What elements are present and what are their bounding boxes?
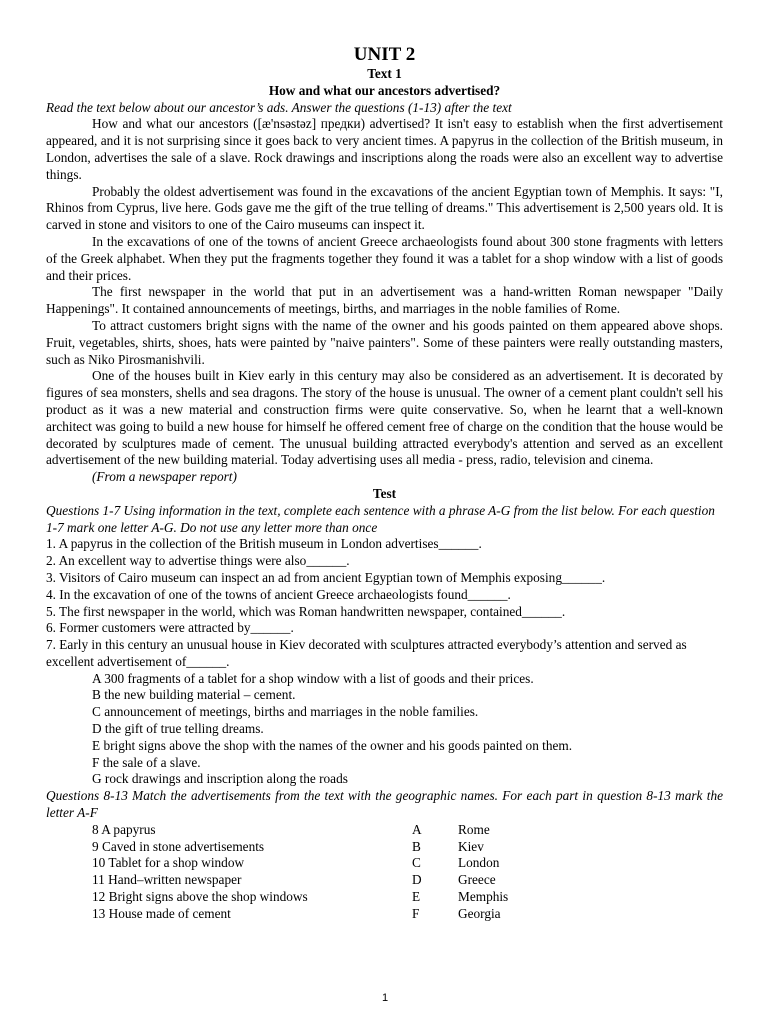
match-item: 10 Tablet for a shop window xyxy=(92,855,245,871)
option-item: E bright signs above the shop with the names of the owner and his goods painted on them. xyxy=(92,737,573,753)
question-item: 7. Early in this century an unusual house in Kiev decorated with sculptures attracted everybody’s attention and served as excellent advertisement of______. xyxy=(46,637,687,669)
reading-instructions: Read the text below about our ancestor’s ads. Answer the questions (1-13) after the text xyxy=(46,99,512,115)
match-item: 12 Bright signs above the shop windows xyxy=(92,889,308,905)
match-letter: C xyxy=(412,855,421,871)
questions-8-13-instructions: Questions 8-13 Match the advertisements from the text with the geographic names. For each part in question 8-13 mark the letter A-F xyxy=(46,788,723,821)
matching-table xyxy=(92,822,508,923)
source-note: (From a newspaper report) xyxy=(92,469,237,485)
match-letter: A xyxy=(412,821,422,837)
option-item: A 300 fragments of a tablet for a shop window with a list of goods and their prices. xyxy=(92,670,534,686)
match-item: 8 A papyrus xyxy=(92,821,156,837)
paragraph: To attract customers bright signs with the name of the owner and his goods painted on them appeared above shops. Fruit, vegetables, shirts, shoes, hats were painted by "naive painters". Some of these painters were really outstanding masters, such as Niko Pirosmanishvili. xyxy=(46,317,723,367)
question-item: 2. An excellent way to advertise things were also______. xyxy=(46,553,350,569)
table-row xyxy=(92,822,508,839)
option-item: D the gift of true telling dreams. xyxy=(92,721,264,737)
unit-title: UNIT 2 xyxy=(353,44,416,65)
match-item: 9 Caved in stone advertisements xyxy=(92,838,265,854)
text-title: How and what our ancestors advertised? xyxy=(268,82,501,98)
match-place: Rome xyxy=(458,821,490,837)
question-item: 1. A papyrus in the collection of the British museum in London advertises______. xyxy=(46,536,482,552)
paragraph: The first newspaper in the world that put in an advertisement was a hand-written Roman newspaper "Daily Happenings". It contained announcements of meetings, births, and marriages in the noble families of Rome. xyxy=(46,284,723,317)
table-row xyxy=(92,839,508,856)
table-row xyxy=(92,889,508,906)
text-label: Text 1 xyxy=(367,66,402,81)
paragraph: In the excavations of one of the towns of ancient Greece archaeologists found about 300 stone fragments with letters of the Greek alphabet. When they put the fragments together they found it was a tablet for a shop window with a list of goods and their prices. xyxy=(46,233,723,283)
document-page xyxy=(46,44,723,923)
test-title: Test xyxy=(372,485,397,501)
option-item: B the new building material – cement. xyxy=(92,687,296,703)
match-place: Memphis xyxy=(458,889,509,905)
paragraph: How and what our ancestors ([æ'nsəstəz] предки) advertised? It isn't easy to establish when the first advertisement appeared, and it is not surprising since it goes back to very ancient times. A papyrus in the collection of the British museum, in London, advertises the sale of a slave. Rock drawings and inscriptions along the roads were also an excellent way to advertise things. xyxy=(46,116,723,182)
page-number: 1 xyxy=(381,992,389,1004)
question-item: 6. Former customers were attracted by______. xyxy=(46,620,294,636)
option-item: C announcement of meetings, births and marriages in the noble families. xyxy=(92,704,479,720)
questions-1-7-instructions: Questions 1-7 Using information in the text, complete each sentence with a phrase A-G from the list below. For each question 1-7 mark one letter A-G. Do not use any letter more than once xyxy=(46,502,715,535)
option-item: F the sale of a slave. xyxy=(92,754,201,770)
match-letter: F xyxy=(412,905,420,921)
match-place: Greece xyxy=(458,872,496,888)
match-place: Kiev xyxy=(458,838,484,854)
match-place: Georgia xyxy=(458,905,501,921)
table-row xyxy=(92,872,508,889)
paragraph: One of the houses built in Kiev early in this century may also be considered as an advertisement. It is decorated by figures of sea monsters, shells and sea dragons. The story of the house is unusual. The owner of a cement plant couldn't sell his product as it was a new material and construction firms were quite conservative. So, when he learnt that a well-known architect was going to build a new house for himself he offered cement free of charge on the condition that the house would be decorated by sculptures made of cement. The unusual building attracted everybody's attention and served as an excellent advertisement of the new building material. Today advertising uses all media - press, radio, television and cinema. xyxy=(46,368,723,468)
match-place: London xyxy=(458,855,500,871)
match-letter: B xyxy=(412,838,421,854)
match-item: 11 Hand–written newspaper xyxy=(92,872,242,888)
question-item: 3. Visitors of Cairo museum can inspect an ad from ancient Egyptian town of Memphis exposing______. xyxy=(46,569,606,585)
paragraph: Probably the oldest advertisement was found in the excavations of the ancient Egyptian town of Memphis. It says: "I, Rhinos from Cyprus, live here. Gods gave me the gift of the true telling of dreams." This advertisement is 2,500 years old. It is carved in stone and visitors to one of the Cairo museums can inspect it. xyxy=(46,183,723,233)
match-letter: D xyxy=(412,872,422,888)
question-item: 5. The first newspaper in the world, which was Roman handwritten newspaper, contained______. xyxy=(46,603,566,619)
option-item: G rock drawings and inscription along the roads xyxy=(92,771,348,787)
table-row xyxy=(92,906,508,923)
match-letter: E xyxy=(412,889,421,905)
table-row xyxy=(92,855,508,872)
question-item: 4. In the excavation of one of the towns of ancient Greece archaeologists found______. xyxy=(46,586,511,602)
match-item: 13 House made of cement xyxy=(92,905,231,921)
